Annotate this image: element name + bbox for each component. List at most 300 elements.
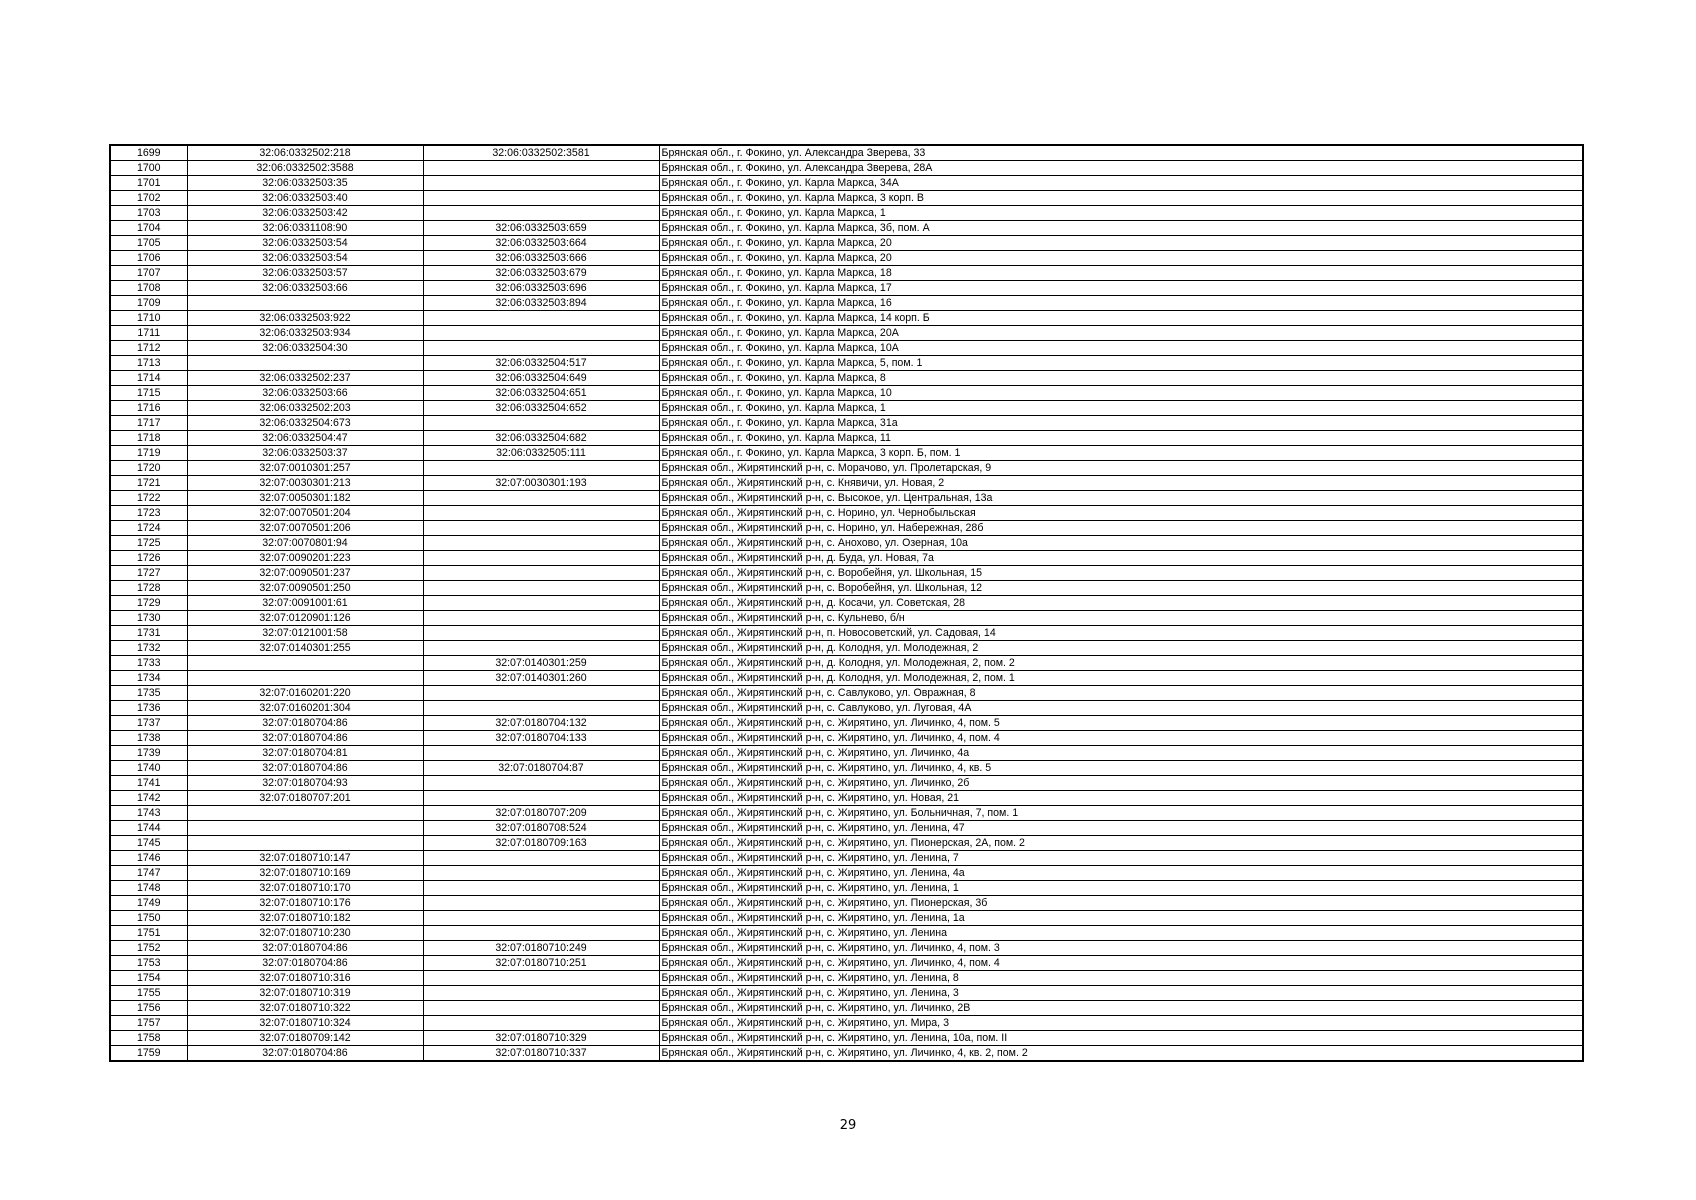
parcel-cadastral-cell: [187, 296, 423, 311]
object-cadastral-cell: 32:07:0180710:251: [423, 956, 659, 971]
object-cadastral-cell: 32:07:0180709:163: [423, 836, 659, 851]
row-number-cell: 1730: [110, 611, 187, 626]
row-number-cell: 1706: [110, 251, 187, 266]
object-cadastral-cell: [423, 191, 659, 206]
table-row: [110, 1031, 1583, 1046]
address-cell: Брянская обл., Жирятинский р-н, с. Жирятино, ул. Личинко, 4, кв. 5: [659, 761, 1583, 776]
parcel-cadastral-cell: 32:07:0160201:220: [187, 686, 423, 701]
table-row: [110, 956, 1583, 971]
row-number-cell: 1701: [110, 176, 187, 191]
object-cadastral-cell: 32:06:0332504:517: [423, 356, 659, 371]
object-cadastral-cell: 32:07:0140301:260: [423, 671, 659, 686]
address-cell: Брянская обл., Жирятинский р-н, с. Жирятино, ул. Ленина, 1а: [659, 911, 1583, 926]
table-row: [110, 1016, 1583, 1031]
table-row: [110, 596, 1583, 611]
address-cell: Брянская обл., г. Фокино, ул. Карла Маркса, 14 корп. Б: [659, 311, 1583, 326]
address-cell: Брянская обл., Жирятинский р-н, с. Жирятино, ул. Личинко, 4, кв. 2, пом. 2: [659, 1046, 1583, 1062]
address-cell: Брянская обл., Жирятинский р-н, с. Жирятино, ул. Больничная, 7, пом. 1: [659, 806, 1583, 821]
row-number-cell: 1742: [110, 791, 187, 806]
object-cadastral-cell: [423, 596, 659, 611]
parcel-cadastral-cell: 32:06:0332503:35: [187, 176, 423, 191]
table-row: [110, 296, 1583, 311]
object-cadastral-cell: 32:07:0180710:329: [423, 1031, 659, 1046]
object-cadastral-cell: [423, 926, 659, 941]
row-number-cell: 1735: [110, 686, 187, 701]
row-number-cell: 1710: [110, 311, 187, 326]
address-cell: Брянская обл., Жирятинский р-н, с. Жирятино, ул. Ленина, 47: [659, 821, 1583, 836]
parcel-cadastral-cell: 32:07:0090201:223: [187, 551, 423, 566]
parcel-cadastral-cell: 32:07:0070501:204: [187, 506, 423, 521]
row-number-cell: 1711: [110, 326, 187, 341]
parcel-cadastral-cell: 32:06:0332502:218: [187, 145, 423, 161]
parcel-cadastral-cell: 32:07:0121001:58: [187, 626, 423, 641]
address-cell: Брянская обл., г. Фокино, ул. Карла Маркса, 20: [659, 236, 1583, 251]
parcel-cadastral-cell: 32:07:0120901:126: [187, 611, 423, 626]
table-row: [110, 851, 1583, 866]
parcel-cadastral-cell: 32:07:0180704:86: [187, 941, 423, 956]
table-row: [110, 236, 1583, 251]
row-number-cell: 1750: [110, 911, 187, 926]
row-number-cell: 1755: [110, 986, 187, 1001]
address-cell: Брянская обл., г. Фокино, ул. Карла Маркса, 8: [659, 371, 1583, 386]
table-row: [110, 341, 1583, 356]
parcel-cadastral-cell: 32:06:0332504:673: [187, 416, 423, 431]
table-row: [110, 776, 1583, 791]
address-cell: Брянская обл., Жирятинский р-н, с. Жирятино, ул. Личинко, 4, пом. 4: [659, 731, 1583, 746]
row-number-cell: 1731: [110, 626, 187, 641]
address-cell: Брянская обл., Жирятинский р-н, д. Косачи, ул. Советская, 28: [659, 596, 1583, 611]
parcel-cadastral-cell: [187, 821, 423, 836]
parcel-cadastral-cell: 32:07:0070801:94: [187, 536, 423, 551]
table-row: [110, 356, 1583, 371]
row-number-cell: 1724: [110, 521, 187, 536]
parcel-cadastral-cell: 32:06:0332503:922: [187, 311, 423, 326]
row-number-cell: 1702: [110, 191, 187, 206]
address-cell: Брянская обл., г. Фокино, ул. Карла Маркса, 17: [659, 281, 1583, 296]
object-cadastral-cell: [423, 851, 659, 866]
row-number-cell: 1716: [110, 401, 187, 416]
table-row: [110, 761, 1583, 776]
row-number-cell: 1700: [110, 161, 187, 176]
address-cell: Брянская обл., г. Фокино, ул. Карла Маркса, 11: [659, 431, 1583, 446]
address-cell: Брянская обл., Жирятинский р-н, д. Буда, ул. Новая, 7а: [659, 551, 1583, 566]
table-row: [110, 611, 1583, 626]
object-cadastral-cell: [423, 986, 659, 1001]
table-row: [110, 686, 1583, 701]
table-row: [110, 145, 1583, 161]
parcel-cadastral-cell: 32:07:0180710:176: [187, 896, 423, 911]
table-row: [110, 461, 1583, 476]
page-number: 29: [839, 1118, 857, 1133]
parcel-cadastral-cell: 32:07:0180709:142: [187, 1031, 423, 1046]
address-cell: Брянская обл., Жирятинский р-н, с. Жирятино, ул. Мира, 3: [659, 1016, 1583, 1031]
parcel-cadastral-cell: 32:07:0180707:201: [187, 791, 423, 806]
object-cadastral-cell: 32:06:0332503:664: [423, 236, 659, 251]
table-row: [110, 281, 1583, 296]
parcel-cadastral-cell: 32:07:0180704:86: [187, 731, 423, 746]
object-cadastral-cell: [423, 626, 659, 641]
table-row: [110, 161, 1583, 176]
object-cadastral-cell: [423, 551, 659, 566]
parcel-cadastral-cell: [187, 806, 423, 821]
object-cadastral-cell: 32:07:0180710:337: [423, 1046, 659, 1062]
row-number-cell: 1744: [110, 821, 187, 836]
address-cell: Брянская обл., г. Фокино, ул. Карла Маркса, 31а: [659, 416, 1583, 431]
address-cell: Брянская обл., Жирятинский р-н, д. Колодня, ул. Молодежная, 2: [659, 641, 1583, 656]
object-cadastral-cell: 32:06:0332503:666: [423, 251, 659, 266]
object-cadastral-cell: [423, 326, 659, 341]
parcel-cadastral-cell: [187, 356, 423, 371]
object-cadastral-cell: [423, 866, 659, 881]
table-row: [110, 1001, 1583, 1016]
table-row: [110, 251, 1583, 266]
parcel-cadastral-cell: 32:07:0180704:93: [187, 776, 423, 791]
object-cadastral-cell: 32:06:0332504:651: [423, 386, 659, 401]
row-number-cell: 1732: [110, 641, 187, 656]
cadastral-table: [109, 144, 1584, 1062]
object-cadastral-cell: [423, 506, 659, 521]
row-number-cell: 1726: [110, 551, 187, 566]
parcel-cadastral-cell: 32:07:0180710:147: [187, 851, 423, 866]
address-cell: Брянская обл., г. Фокино, ул. Александра Зверева, 28А: [659, 161, 1583, 176]
address-cell: Брянская обл., Жирятинский р-н, с. Жирятино, ул. Ленина, 10а, пом. II: [659, 1031, 1583, 1046]
object-cadastral-cell: [423, 581, 659, 596]
table-row: [110, 221, 1583, 236]
address-cell: Брянская обл., Жирятинский р-н, с. Жирятино, ул. Ленина, 1: [659, 881, 1583, 896]
table-row: [110, 821, 1583, 836]
parcel-cadastral-cell: 32:07:0160201:304: [187, 701, 423, 716]
table-row: [110, 416, 1583, 431]
table-row: [110, 926, 1583, 941]
address-cell: Брянская обл., г. Фокино, ул. Карла Маркса, 3 корп. Б, пом. 1: [659, 446, 1583, 461]
row-number-cell: 1723: [110, 506, 187, 521]
address-cell: Брянская обл., Жирятинский р-н, с. Жирятино, ул. Ленина, 4а: [659, 866, 1583, 881]
parcel-cadastral-cell: 32:07:0180710:169: [187, 866, 423, 881]
row-number-cell: 1718: [110, 431, 187, 446]
address-cell: Брянская обл., г. Фокино, ул. Карла Маркса, 20: [659, 251, 1583, 266]
object-cadastral-cell: [423, 311, 659, 326]
address-cell: Брянская обл., Жирятинский р-н, с. Жирятино, ул. Личинко, 4, пом. 4: [659, 956, 1583, 971]
address-cell: Брянская обл., Жирятинский р-н, с. Жирятино, ул. Ленина, 7: [659, 851, 1583, 866]
table-row: [110, 911, 1583, 926]
parcel-cadastral-cell: 32:07:0070501:206: [187, 521, 423, 536]
parcel-cadastral-cell: 32:07:0180704:86: [187, 716, 423, 731]
row-number-cell: 1757: [110, 1016, 187, 1031]
parcel-cadastral-cell: 32:06:0332503:66: [187, 281, 423, 296]
table-row: [110, 311, 1583, 326]
object-cadastral-cell: [423, 341, 659, 356]
row-number-cell: 1741: [110, 776, 187, 791]
address-cell: Брянская обл., г. Фокино, ул. Карла Маркса, 1: [659, 401, 1583, 416]
table-row: [110, 656, 1583, 671]
row-number-cell: 1745: [110, 836, 187, 851]
address-cell: Брянская обл., г. Фокино, ул. Карла Маркса, 3б, пом. А: [659, 221, 1583, 236]
address-cell: Брянская обл., Жирятинский р-н, с. Норино, ул. Набережная, 28б: [659, 521, 1583, 536]
table-row: [110, 176, 1583, 191]
table-row: [110, 986, 1583, 1001]
row-number-cell: 1734: [110, 671, 187, 686]
object-cadastral-cell: 32:06:0332503:679: [423, 266, 659, 281]
row-number-cell: 1719: [110, 446, 187, 461]
parcel-cadastral-cell: 32:07:0180704:86: [187, 956, 423, 971]
parcel-cadastral-cell: 32:06:0332503:57: [187, 266, 423, 281]
parcel-cadastral-cell: 32:06:0332504:30: [187, 341, 423, 356]
object-cadastral-cell: [423, 686, 659, 701]
parcel-cadastral-cell: 32:06:0331108:90: [187, 221, 423, 236]
parcel-cadastral-cell: [187, 836, 423, 851]
object-cadastral-cell: 32:07:0180704:87: [423, 761, 659, 776]
row-number-cell: 1753: [110, 956, 187, 971]
address-cell: Брянская обл., Жирятинский р-н, д. Колодня, ул. Молодежная, 2, пом. 2: [659, 656, 1583, 671]
table-row: [110, 476, 1583, 491]
parcel-cadastral-cell: 32:06:0332503:54: [187, 251, 423, 266]
table-row: [110, 641, 1583, 656]
parcel-cadastral-cell: 32:07:0180710:230: [187, 926, 423, 941]
table-row: [110, 836, 1583, 851]
address-cell: Брянская обл., Жирятинский р-н, с. Жирятино, ул. Ленина, 8: [659, 971, 1583, 986]
parcel-cadastral-cell: 32:07:0091001:61: [187, 596, 423, 611]
address-cell: Брянская обл., Жирятинский р-н, с. Воробейня, ул. Школьная, 12: [659, 581, 1583, 596]
table-row: [110, 626, 1583, 641]
object-cadastral-cell: [423, 416, 659, 431]
object-cadastral-cell: [423, 881, 659, 896]
parcel-cadastral-cell: 32:07:0180710:316: [187, 971, 423, 986]
object-cadastral-cell: 32:06:0332503:894: [423, 296, 659, 311]
row-number-cell: 1746: [110, 851, 187, 866]
parcel-cadastral-cell: 32:07:0180710:170: [187, 881, 423, 896]
table-row: [110, 791, 1583, 806]
row-number-cell: 1759: [110, 1046, 187, 1062]
address-cell: Брянская обл., Жирятинский р-н, с. Савлуково, ул. Овражная, 8: [659, 686, 1583, 701]
table-row: [110, 896, 1583, 911]
object-cadastral-cell: [423, 611, 659, 626]
object-cadastral-cell: [423, 206, 659, 221]
address-cell: Брянская обл., Жирятинский р-н, с. Жирятино, ул. Личинко, 4, пом. 5: [659, 716, 1583, 731]
parcel-cadastral-cell: 32:06:0332503:934: [187, 326, 423, 341]
table-row: [110, 371, 1583, 386]
row-number-cell: 1743: [110, 806, 187, 821]
parcel-cadastral-cell: 32:06:0332503:40: [187, 191, 423, 206]
address-cell: Брянская обл., Жирятинский р-н, с. Жирятино, ул. Личинко, 4а: [659, 746, 1583, 761]
parcel-cadastral-cell: 32:07:0030301:213: [187, 476, 423, 491]
row-number-cell: 1748: [110, 881, 187, 896]
object-cadastral-cell: [423, 776, 659, 791]
row-number-cell: 1740: [110, 761, 187, 776]
address-cell: Брянская обл., г. Фокино, ул. Карла Маркса, 5, пом. 1: [659, 356, 1583, 371]
table-row: [110, 581, 1583, 596]
row-number-cell: 1736: [110, 701, 187, 716]
row-number-cell: 1739: [110, 746, 187, 761]
parcel-cadastral-cell: 32:07:0180704:86: [187, 761, 423, 776]
parcel-cadastral-cell: 32:06:0332502:237: [187, 371, 423, 386]
address-cell: Брянская обл., Жирятинский р-н, с. Жирятино, ул. Личинко, 2В: [659, 1001, 1583, 1016]
table-row: [110, 971, 1583, 986]
object-cadastral-cell: 32:07:0180707:209: [423, 806, 659, 821]
object-cadastral-cell: [423, 911, 659, 926]
address-cell: Брянская обл., Жирятинский р-н, с. Жирятино, ул. Ленина: [659, 926, 1583, 941]
row-number-cell: 1729: [110, 596, 187, 611]
address-cell: Брянская обл., Жирятинский р-н, с. Жирятино, ул. Ленина, 3: [659, 986, 1583, 1001]
object-cadastral-cell: 32:06:0332502:3581: [423, 145, 659, 161]
table-row: [110, 551, 1583, 566]
row-number-cell: 1733: [110, 656, 187, 671]
table-row: [110, 881, 1583, 896]
row-number-cell: 1758: [110, 1031, 187, 1046]
table-row: [110, 386, 1583, 401]
parcel-cadastral-cell: 32:06:0332503:42: [187, 206, 423, 221]
address-cell: Брянская обл., Жирятинский р-н, с. Жирятино, ул. Личинко, 2б: [659, 776, 1583, 791]
address-cell: Брянская обл., Жирятинский р-н, с. Савлуково, ул. Луговая, 4А: [659, 701, 1583, 716]
table-row: [110, 536, 1583, 551]
row-number-cell: 1751: [110, 926, 187, 941]
address-cell: Брянская обл., г. Фокино, ул. Карла Маркса, 3 корп. В: [659, 191, 1583, 206]
object-cadastral-cell: 32:07:0180704:133: [423, 731, 659, 746]
address-cell: Брянская обл., Жирятинский р-н, с. Жирятино, ул. Пионерская, 3б: [659, 896, 1583, 911]
parcel-cadastral-cell: 32:06:0332503:66: [187, 386, 423, 401]
address-cell: Брянская обл., Жирятинский р-н, с. Норино, ул. Чернобыльская: [659, 506, 1583, 521]
table-row: [110, 326, 1583, 341]
row-number-cell: 1747: [110, 866, 187, 881]
object-cadastral-cell: 32:06:0332504:649: [423, 371, 659, 386]
table-body: [110, 145, 1583, 1061]
table-row: [110, 446, 1583, 461]
table-row: [110, 746, 1583, 761]
row-number-cell: 1738: [110, 731, 187, 746]
row-number-cell: 1720: [110, 461, 187, 476]
object-cadastral-cell: [423, 1001, 659, 1016]
parcel-cadastral-cell: 32:07:0050301:182: [187, 491, 423, 506]
parcel-cadastral-cell: 32:07:0090501:250: [187, 581, 423, 596]
object-cadastral-cell: [423, 1016, 659, 1031]
parcel-cadastral-cell: 32:07:0180704:86: [187, 1046, 423, 1062]
address-cell: Брянская обл., Жирятинский р-н, с. Жирятино, ул. Личинко, 4, пом. 3: [659, 941, 1583, 956]
address-cell: Брянская обл., г. Фокино, ул. Карла Маркса, 10А: [659, 341, 1583, 356]
parcel-cadastral-cell: 32:06:0332503:54: [187, 236, 423, 251]
table-row: [110, 866, 1583, 881]
address-cell: Брянская обл., Жирятинский р-н, с. Анохово, ул. Озерная, 10а: [659, 536, 1583, 551]
table-row: [110, 941, 1583, 956]
parcel-cadastral-cell: 32:07:0180710:322: [187, 1001, 423, 1016]
address-cell: Брянская обл., г. Фокино, ул. Карла Маркса, 20А: [659, 326, 1583, 341]
table-row: [110, 401, 1583, 416]
address-cell: Брянская обл., Жирятинский р-н, с. Морачово, ул. Пролетарская, 9: [659, 461, 1583, 476]
row-number-cell: 1715: [110, 386, 187, 401]
parcel-cadastral-cell: 32:07:0140301:255: [187, 641, 423, 656]
table-row: [110, 731, 1583, 746]
object-cadastral-cell: [423, 641, 659, 656]
table-row: [110, 191, 1583, 206]
table-row: [110, 716, 1583, 731]
address-cell: Брянская обл., г. Фокино, ул. Карла Маркса, 1: [659, 206, 1583, 221]
object-cadastral-cell: 32:07:0180704:132: [423, 716, 659, 731]
object-cadastral-cell: 32:06:0332503:696: [423, 281, 659, 296]
table-row: [110, 671, 1583, 686]
object-cadastral-cell: 32:06:0332504:652: [423, 401, 659, 416]
object-cadastral-cell: [423, 971, 659, 986]
object-cadastral-cell: 32:07:0180708:524: [423, 821, 659, 836]
parcel-cadastral-cell: 32:07:0180710:182: [187, 911, 423, 926]
address-cell: Брянская обл., Жирятинский р-н, с. Жирятино, ул. Пионерская, 2А, пом. 2: [659, 836, 1583, 851]
address-cell: Брянская обл., Жирятинский р-н, с. Высокое, ул. Центральная, 13а: [659, 491, 1583, 506]
address-cell: Брянская обл., Жирятинский р-н, д. Колодня, ул. Молодежная, 2, пом. 1: [659, 671, 1583, 686]
object-cadastral-cell: [423, 176, 659, 191]
parcel-cadastral-cell: [187, 671, 423, 686]
parcel-cadastral-cell: 32:07:0180704:81: [187, 746, 423, 761]
object-cadastral-cell: [423, 566, 659, 581]
table-row: [110, 566, 1583, 581]
row-number-cell: 1699: [110, 145, 187, 161]
address-cell: Брянская обл., г. Фокино, ул. Карла Маркса, 34А: [659, 176, 1583, 191]
object-cadastral-cell: [423, 746, 659, 761]
object-cadastral-cell: 32:06:0332503:659: [423, 221, 659, 236]
object-cadastral-cell: [423, 461, 659, 476]
table-row: [110, 206, 1583, 221]
table-row: [110, 431, 1583, 446]
parcel-cadastral-cell: 32:06:0332502:3588: [187, 161, 423, 176]
row-number-cell: 1714: [110, 371, 187, 386]
address-cell: Брянская обл., г. Фокино, ул. Карла Маркса, 18: [659, 266, 1583, 281]
table-row: [110, 506, 1583, 521]
row-number-cell: 1708: [110, 281, 187, 296]
row-number-cell: 1704: [110, 221, 187, 236]
object-cadastral-cell: [423, 701, 659, 716]
row-number-cell: 1725: [110, 536, 187, 551]
object-cadastral-cell: [423, 521, 659, 536]
row-number-cell: 1717: [110, 416, 187, 431]
parcel-cadastral-cell: 32:06:0332503:37: [187, 446, 423, 461]
object-cadastral-cell: [423, 896, 659, 911]
parcel-cadastral-cell: [187, 656, 423, 671]
object-cadastral-cell: 32:06:0332504:682: [423, 431, 659, 446]
row-number-cell: 1713: [110, 356, 187, 371]
row-number-cell: 1749: [110, 896, 187, 911]
parcel-cadastral-cell: 32:07:0180710:319: [187, 986, 423, 1001]
row-number-cell: 1728: [110, 581, 187, 596]
object-cadastral-cell: [423, 791, 659, 806]
address-cell: Брянская обл., г. Фокино, ул. Александра Зверева, 33: [659, 145, 1583, 161]
object-cadastral-cell: 32:07:0140301:259: [423, 656, 659, 671]
table-row: [110, 491, 1583, 506]
parcel-cadastral-cell: 32:06:0332502:203: [187, 401, 423, 416]
parcel-cadastral-cell: 32:06:0332504:47: [187, 431, 423, 446]
row-number-cell: 1727: [110, 566, 187, 581]
table-row: [110, 1046, 1583, 1062]
row-number-cell: 1754: [110, 971, 187, 986]
object-cadastral-cell: 32:07:0030301:193: [423, 476, 659, 491]
object-cadastral-cell: [423, 161, 659, 176]
table-row: [110, 701, 1583, 716]
row-number-cell: 1707: [110, 266, 187, 281]
table-row: [110, 806, 1583, 821]
object-cadastral-cell: 32:06:0332505:111: [423, 446, 659, 461]
object-cadastral-cell: 32:07:0180710:249: [423, 941, 659, 956]
row-number-cell: 1705: [110, 236, 187, 251]
object-cadastral-cell: [423, 536, 659, 551]
table-row: [110, 521, 1583, 536]
address-cell: Брянская обл., Жирятинский р-н, с. Жирятино, ул. Новая, 21: [659, 791, 1583, 806]
row-number-cell: 1756: [110, 1001, 187, 1016]
row-number-cell: 1752: [110, 941, 187, 956]
address-cell: Брянская обл., Жирятинский р-н, с. Кульнево, б/н: [659, 611, 1583, 626]
row-number-cell: 1709: [110, 296, 187, 311]
address-cell: Брянская обл., Жирятинский р-н, п. Новосоветский, ул. Садовая, 14: [659, 626, 1583, 641]
row-number-cell: 1712: [110, 341, 187, 356]
row-number-cell: 1737: [110, 716, 187, 731]
object-cadastral-cell: [423, 491, 659, 506]
parcel-cadastral-cell: 32:07:0180710:324: [187, 1016, 423, 1031]
address-cell: Брянская обл., г. Фокино, ул. Карла Маркса, 16: [659, 296, 1583, 311]
address-cell: Брянская обл., г. Фокино, ул. Карла Маркса, 10: [659, 386, 1583, 401]
